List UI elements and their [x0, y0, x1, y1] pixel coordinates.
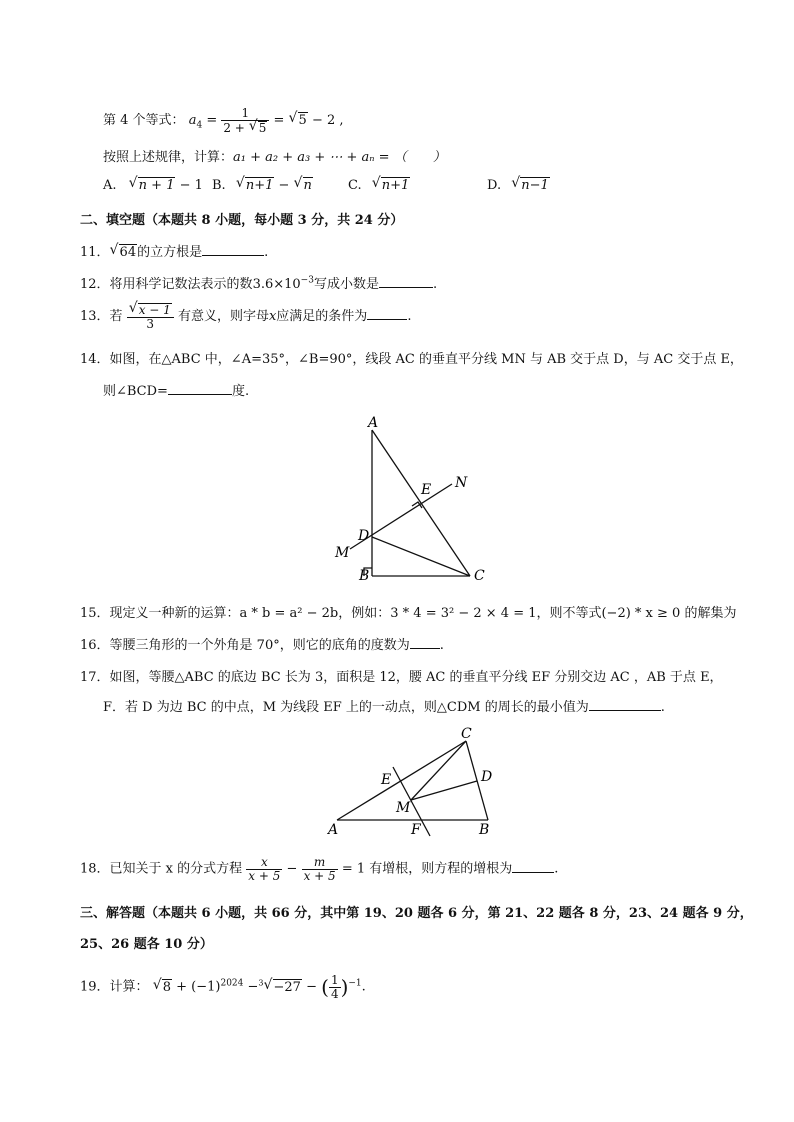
- section3-heading-line2: 25、26 题各 10 分）: [80, 937, 213, 952]
- q10-option-c: C. √ n+1: [348, 177, 410, 193]
- label-f: F: [411, 822, 421, 838]
- segment-mc: [411, 741, 466, 800]
- label-b: B: [359, 568, 370, 584]
- label-c: C: [461, 726, 472, 742]
- label-e: E: [381, 772, 392, 788]
- q17-line2: F．若 D 为边 BC 的中点，M 为线段 EF 上的一动点，则△CDM 的周长的最小值为 .: [103, 700, 665, 715]
- q18: 18．已知关于 x 的分式方程 $\frac{x}{x + 5}$ − $\frac{m}{x + 5}$ = 1 有增根，则方程的增根为 .: [80, 855, 559, 883]
- label-d: D: [358, 528, 370, 544]
- q10-option-d: D. √ n−1: [487, 177, 550, 193]
- label-e: E: [421, 482, 432, 498]
- q14-line1: 14．如图，在△ABC 中，∠A=35°，∠B=90°，线段 AC 的垂直平分线 MN 与 AB 交于点 D，与 AC 交于点 E，: [80, 352, 743, 367]
- q13: 13．若 √ $\frac{x - 1}{3}$ 有意义，则字母x应满足的条件为 .: [80, 303, 411, 330]
- section3-heading-line1: 三、解答题（本题共 6 小题，共 66 分，其中第 19、20 题各 6 分，第 21、22 题各 8 分，23、24 题各 9 分，: [80, 906, 753, 921]
- section2-heading: 二、填空题（本题共 8 小题，每小题 3 分，共 24 分）: [80, 213, 404, 228]
- label-m: M: [396, 800, 411, 816]
- figure-triangle-ef: [325, 720, 505, 840]
- q15: 15．现定义一种新的运算：a * b = a² − 2b，例如：3 * 4 = 3² − 2 × 4 = 1，则不等式(−2) * x ≥ 0 的解集为: [80, 606, 737, 621]
- q14-line2: 则∠BCD= 度.: [103, 384, 250, 399]
- label-a: A: [368, 415, 379, 431]
- figure-triangle-abc-mn: [330, 410, 500, 590]
- label-b: B: [479, 822, 490, 838]
- segment-md: [411, 781, 477, 800]
- q10-instruction: 按照上述规律，计算：a₁ + a₂ + a₃ + ⋯ + aₙ = （ ）: [103, 150, 446, 165]
- q19: 19．计算： √ $8 + (-1)^{2024} -^3√ -27$ − ( $\frac{1}{4}$ )$^{-1}$.: [80, 974, 366, 1000]
- label-n: N: [455, 475, 468, 491]
- label-d: D: [481, 769, 493, 785]
- q17-line1: 17．如图，等腰△ABC 的底边 BC 长为 3，面积是 12，腰 AC 的垂直平分线 EF 分别交边 AC ，AB 于点 E，: [80, 670, 723, 685]
- segment-dc: [372, 537, 470, 576]
- q10-option-b: B. √ n+1 − √ n: [212, 177, 313, 193]
- label-c: C: [474, 568, 485, 584]
- label-m: M: [335, 545, 350, 561]
- q11: 11．√ 64的立方根是 .: [80, 241, 268, 260]
- q12: 12．将用科学记数法表示的数$3.6\times 10^{-3}$写成小数是 .: [80, 275, 438, 292]
- q16: 16．等腰三角形的一个外角是 70°，则它的底角的度数为 .: [80, 638, 444, 653]
- label-a: A: [328, 822, 339, 838]
- q10-eq4: 第 4 个等式： $a_4$ = $\frac{1}{2 + √ 5}$ = √ 5 − 2 ,: [103, 107, 344, 134]
- q10-option-a: A. √ n + 1 − 1: [103, 177, 203, 193]
